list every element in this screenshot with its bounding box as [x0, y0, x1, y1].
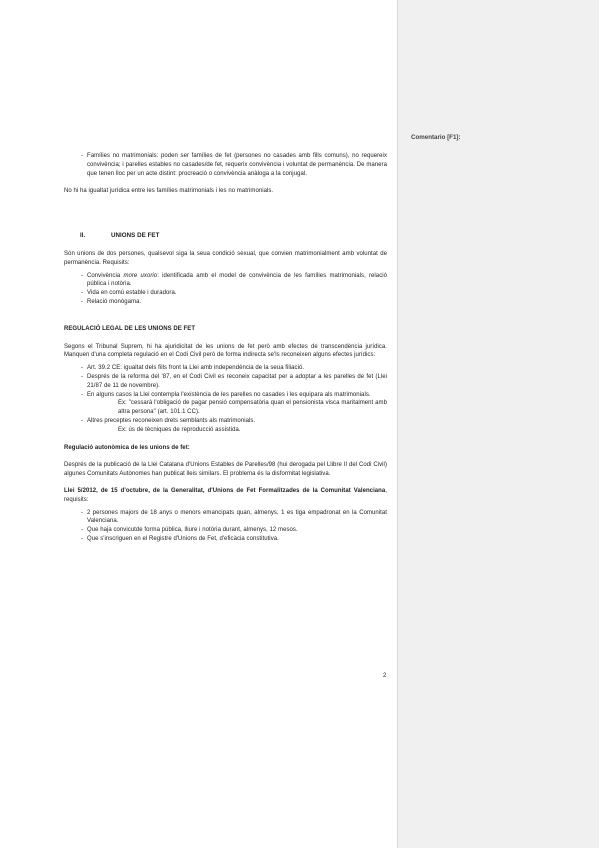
bullet-list-efectes	[64, 364, 387, 399]
paragraph-unions: Són unions de dos persones, qualsevol siga la seua condició sexual, que convien matrimonialment amb voluntat de permanència. Requisits:	[64, 250, 387, 266]
heading-autonomica: Regulació autonòmica de les unions de fet:	[64, 444, 190, 451]
document-body	[64, 152, 387, 544]
example-reproduccio: Ex: ús de tècniques de reproducció assistida.	[118, 426, 241, 433]
list-item: - Després de la reforma del '87, en el Codi Civil es reconeix capacitat per a adoptar a les parelles de fet (Llei 21/87 de 11 de novembre).	[64, 373, 387, 391]
list-item: - 2 persones majors de 18 anys o menors emancipats quan, almenys, 1 es tiga empadronat en la Comunitat Valenciana.	[64, 509, 387, 527]
example-pensio: Ex: "cessarà l'obligació de pagar pensió compensatòria quan el pensionista visca maritalment amb altra persona" (art. 101.1 CC).	[118, 400, 387, 416]
list-item: - Art. 39.2 CE: igualtat dels fills front la Llei amb independència de la seua filiació.	[64, 364, 387, 373]
bullet-list-requisits	[64, 272, 387, 307]
paragraph-catalana: Després de la publicació de la Llei Catalana d'Unions Estables de Parelles/98 (hui derogada pel Llibre II del Codi Civil) algunes Comunitats Autònomes han publicat lleis similars. El problema és la disformitat legislativa.	[64, 462, 387, 478]
section-heading-unions	[64, 232, 387, 241]
list-item: - Que haja convicutde forma pública, lliure i notòria durant, almenys, 12 mesos.	[64, 526, 387, 535]
comment-pane[interactable]	[397, 0, 599, 848]
bullet-list-families	[64, 152, 387, 178]
list-item: - Famílies no matrimonials: poden ser famílies de fet (persones no casades amb fills comuns), no requereix convivència; i parelles estables no casades/de fet, requerix convivència i voluntat de permanència. De manera que tenen lloc per un acte distint: procreació o convivència anàloga a la conjugal.	[64, 152, 387, 178]
list-item: - Vida en comú estable i duradora.	[64, 289, 387, 298]
paragraph-tribunal: Segons el Tribunal Suprem, hi ha ajuridicitat de les unions de fet però amb efectes de transcendència jurídica. Manquen d'una completa regulació en el Codi Civil però de forma indirecta se'ls reconeixen alguns efectes jurídics:	[64, 343, 387, 359]
paragraph-llei: Llei 5/2012, de 15 d'octubre, de la Generalitat, d'Unions de Fet Formalitzades de la Comunitat Valenciana, requisits:	[64, 487, 387, 503]
heading-llei: Llei 5/2012, de 15 d'octubre, de la Generalitat, d'Unions de Fet Formalitzades de la Comunitat Valenciana	[64, 487, 386, 494]
list-item: - Relació monògama.	[64, 298, 387, 307]
page-number: 2	[383, 673, 387, 679]
bullet-list-altres	[64, 417, 387, 426]
section-title: UNIONS DE FET	[111, 232, 160, 240]
section-number: II.	[80, 232, 86, 240]
comment-title[interactable]: Comentario [F1]:	[411, 134, 461, 141]
heading-regulacio: REGULACIÓ LEGAL DE LES UNIONS DE FET	[64, 325, 196, 332]
list-item: - Convivència more uxorio: identificada amb el model de convivència de les famílies matrimonials, relació pública i notòria.	[64, 272, 387, 290]
list-item: - Altres preceptes reconeixen drets semblants als matrimonials.	[64, 417, 387, 426]
paragraph-equality: No hi ha igualtat jurídica entre les famílies matrimonials i les no matrimonials.	[64, 188, 274, 195]
bullet-list-llei	[64, 509, 387, 544]
list-item: - En alguns casos la Llei contempla l'existència de les parelles no casades i les equipara als matrimonials.	[64, 391, 387, 400]
list-item: - Que s'inscriguen en el Registre d'Unions de Fet, d'eficàcia constitutiva.	[64, 535, 387, 544]
